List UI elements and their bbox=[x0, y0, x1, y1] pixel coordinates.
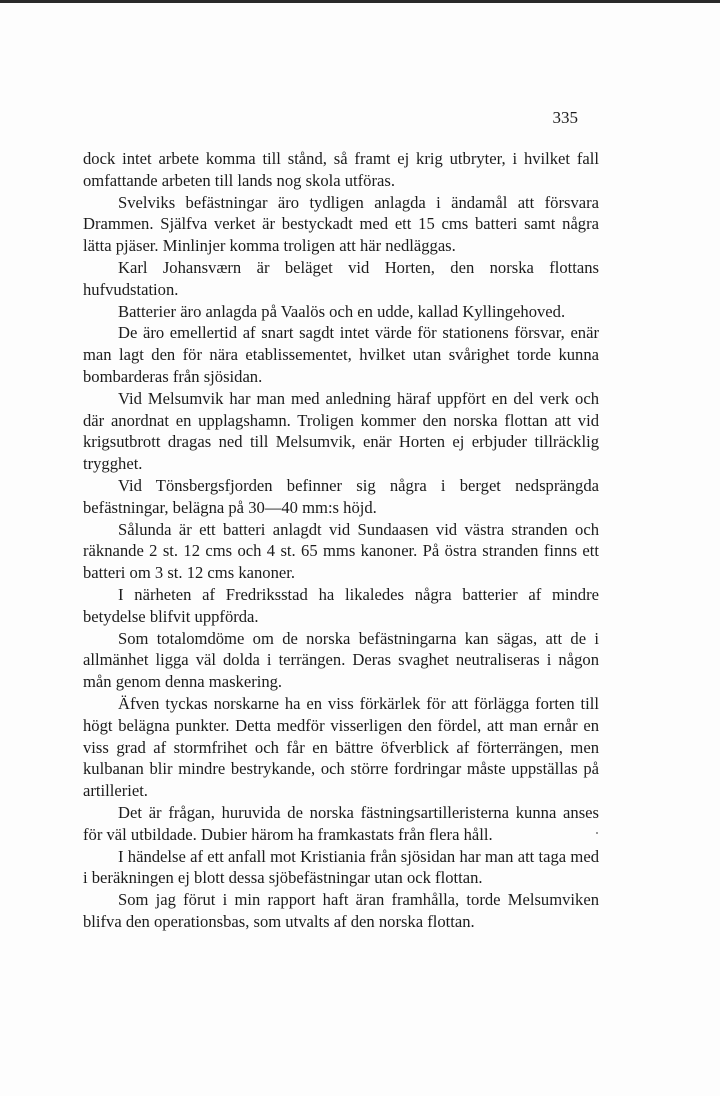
paragraph: I händelse af ett anfall mot Kristiania från sjösidan har man att taga med i beräkningen ej blott dessa sjöbefästningar utan ock flottan. bbox=[83, 846, 599, 888]
paragraph: Karl Johansværn är beläget vid Horten, den norska flottans hufvudstation. bbox=[83, 257, 599, 299]
paragraph: Äfven tyckas norskarne ha en viss förkärlek för att förlägga forten till högt belägna punkter. Detta medför visserligen den fördel, att man ernår en viss grad af stormfrihet och får en bättre öfverblick af förterrängen, men kulbanan blir mindre bestrykande, och större fordringar måste uppställas på artilleriet. bbox=[83, 693, 599, 801]
paragraph: I närheten af Fredriksstad ha likaledes några batterier af mindre betydelse blifvit uppförda. bbox=[83, 584, 599, 626]
paragraph: Sålunda är ett batteri anlagdt vid Sundaasen vid västra stranden och räknande 2 st. 12 cms och 4 st. 65 mms kanoner. På östra stranden finns ett batteri om 3 st. 12 cms kanoner. bbox=[83, 519, 599, 583]
paragraph: dock intet arbete komma till stånd, så framt ej krig utbryter, i hvilket fall omfattande arbeten till lands nog skola utföras. bbox=[83, 149, 599, 190]
paragraph: De äro emellertid af snart sagdt intet värde för stationens försvar, enär man lagt den för nära etablissementet, hvilket utan svårighet torde kunna bombarderas från sjösidan. bbox=[83, 323, 599, 386]
scan-top-edge bbox=[0, 0, 720, 3]
paragraph: Svelviks befästningar äro tydligen anlagda i ändamål att försvara Drammen. Själfva verket är bestyckadt med ett 15 cms batteri samt några lätta pjäser. Minlinjer komma troligen att här nedläggas. bbox=[83, 192, 599, 256]
body-text bbox=[83, 148, 599, 933]
page-number: 335 bbox=[552, 108, 578, 127]
paragraph: Det är frågan, huruvida de norska fästningsartilleristerna kunna anses för väl utbildade. Dubier härom ha framkastats från flera håll. bbox=[83, 802, 599, 844]
paragraph: Som totalomdöme om de norska befästningarna kan sägas, att de i allmänhet ligga väl dolda i terrängen. Deras svaghet neutraliseras i någon mån genom denna maskering. bbox=[83, 628, 599, 692]
paragraph: Som jag förut i min rapport haft äran framhålla, torde Melsumviken blifva den operationsbas, som utvalts af den norska flottan. bbox=[83, 890, 599, 931]
paragraph: Vid Tönsbergsfjorden befinner sig några i berget nedsprängda befästningar, belägna på 30—40 mm:s höjd. bbox=[83, 475, 599, 517]
paragraph: Vid Melsumvik har man med anledning häraf uppfört en del verk och där anordnat en upplagshamn. Troligen kommer den norska flottan att vid krigsutbrott dragas ned till Melsumvik, enär Horten ej erbjuder tillräcklig trygghet. bbox=[83, 388, 599, 474]
paragraph: Batterier äro anlagda på Vaalös och en udde, kallad Kyllingehoved. bbox=[118, 301, 566, 321]
scan-speck bbox=[596, 832, 598, 834]
